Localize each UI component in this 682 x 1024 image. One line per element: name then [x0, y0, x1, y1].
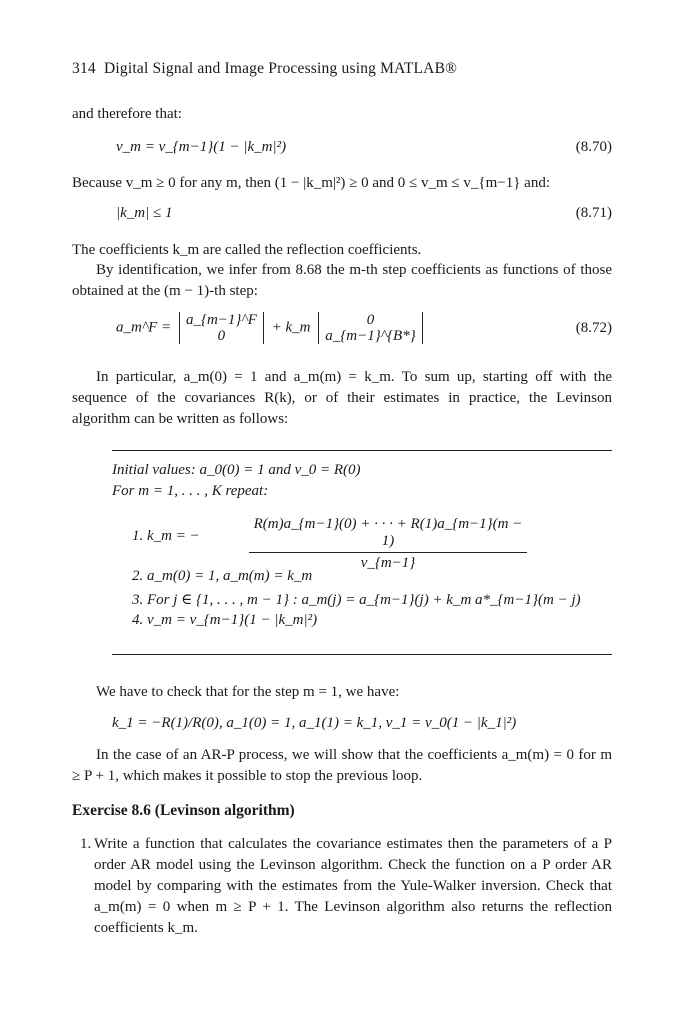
equation-8-70-number: (8.70) [575, 139, 612, 155]
intro-text: and therefore that: [72, 106, 182, 122]
reflection-paragraph: The coefficients k_m are called the reflection coefficients. [72, 242, 422, 258]
exercise-item-text: Write a function that calculates the covariance estimates then the parameters of a P order AR model using the Levinson algorithm. Check the function on a P order AR model by comparing with the estimates from the Yule-Walker inversion. Check that a_m(m) = 0 when m ≥ P + 1. The Levinson algorithm also returns the reflection coefficients k_m. [94, 836, 612, 936]
running-header [72, 60, 457, 78]
algorithm-initial-values: Initial values: a_0(0) = 1 and v_0 = R(0) [112, 462, 361, 478]
algorithm-step-1 [132, 516, 612, 571]
algorithm-step-4: 4. v_m = v_{m−1}(1 − |k_m|²) [132, 612, 318, 628]
check-paragraph: We have to check that for the step m = 1, we have: [96, 684, 400, 700]
algorithm-step-1-numerator: R(m)a_{m−1}(0) + · · · + R(1)a_{m−1}(m − 1) [253, 516, 523, 549]
exercise-item-number: 1. [80, 836, 92, 852]
algorithm-top-rule [112, 450, 612, 451]
check-equation [72, 715, 612, 737]
equation-8-71-number: (8.71) [575, 205, 612, 221]
levinson-algorithm-box [112, 462, 612, 652]
running-title: Digital Signal and Image Processing using MATLAB® [104, 60, 458, 77]
check-equation-body: k_1 = −R(1)/R(0), a_1(0) = 1, a_1(1) = k_1, v_1 = v_0(1 − |k_1|²) [112, 715, 517, 731]
algorithm-for-line: For m = 1, . . . , K repeat: [112, 483, 269, 499]
because-text: Because v_m ≥ 0 for any m, then (1 − |k_m|²) ≥ 0 and 0 ≤ v_m ≤ v_{m−1} and: [72, 175, 551, 191]
matrix-right-bottom: a_{m−1}^{B*} [325, 328, 416, 344]
equation-8-70 [72, 139, 612, 161]
matrix-left-bottom: 0 [217, 328, 226, 344]
particular-paragraph: In particular, a_m(0) = 1 and a_m(m) = k_m. To sum up, starting off with the sequence of the covariances R(k), or of their estimates in practice, the Levinson algorithm can be written as follows: [72, 369, 612, 427]
algorithm-step-1-fraction [249, 516, 527, 572]
matrix-left-top: a_{m−1}^F [185, 312, 257, 328]
algorithm-step-1-denominator: v_{m−1} [360, 555, 416, 571]
exercise-title: Exercise 8.6 (Levinson algorithm) [72, 802, 295, 819]
algorithm-step-2: 2. a_m(0) = 1, a_m(m) = k_m [132, 568, 313, 584]
algorithm-step-1-label: 1. k_m = − [132, 528, 200, 544]
equation-8-70-body: v_m = v_{m−1}(1 − |k_m|²) [116, 139, 287, 155]
equation-8-71-body: |k_m| ≤ 1 [116, 205, 173, 221]
matrix-right-top: 0 [366, 312, 375, 328]
equation-8-72-number-row [72, 320, 612, 342]
algorithm-bottom-rule [112, 654, 612, 655]
identification-paragraph: By identification, we infer from 8.68 the m-th step coefficients as functions of those obtained at the (m − 1)-th step: [72, 262, 612, 299]
page [72, 0, 612, 1024]
equation-8-72-plus: + k_m [271, 319, 311, 336]
page-number: 314 [72, 60, 96, 77]
equation-8-72-number: (8.72) [575, 320, 612, 336]
ar-paragraph: In the case of an AR-P process, we will show that the coefficients a_m(m) = 0 for m ≥ P + 1, which makes it possible to stop the previous loop. [72, 747, 612, 784]
fraction-bar [249, 552, 527, 553]
equation-8-72-lhs: a_m^F = [116, 319, 172, 336]
equation-8-71 [72, 205, 612, 227]
exercise-item-1 [80, 834, 612, 939]
algorithm-step-3: 3. For j ∈ {1, . . . , m − 1} : a_m(j) = a_{m−1}(j) + k_m a*_{m−1}(m − j) [132, 592, 581, 608]
